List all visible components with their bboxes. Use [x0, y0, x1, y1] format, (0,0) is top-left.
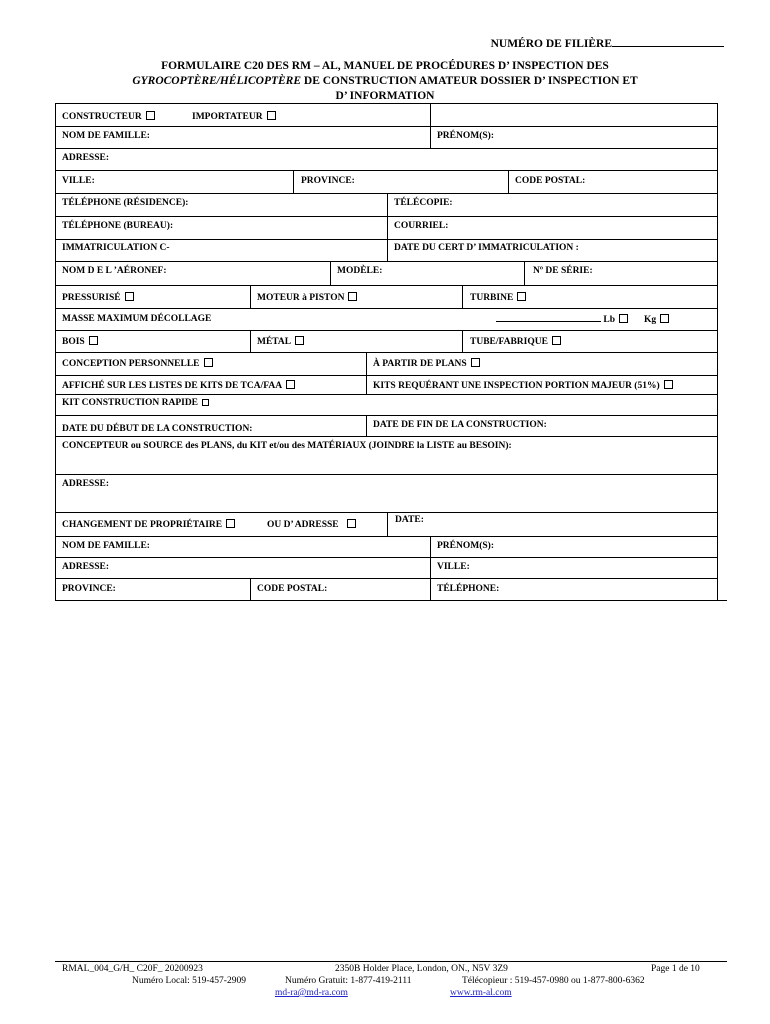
fast-build-kit-label: KIT CONSTRUCTION RAPIDE — [62, 398, 199, 408]
registration-label: IMMATRICULATION C- — [62, 243, 170, 253]
construction-end-label: DATE DE FIN DE LA CONSTRUCTION: — [373, 420, 547, 430]
turbine-option[interactable] — [470, 292, 526, 303]
own-design-label: CONCEPTION PERSONNELLE — [62, 359, 200, 369]
builder-checkbox[interactable] — [146, 111, 155, 120]
new-telephone-label: TÉLÉPHONE: — [437, 584, 500, 594]
tube-fabric-checkbox[interactable] — [552, 336, 561, 345]
pressurized-checkbox[interactable] — [125, 292, 134, 301]
serial-number-label: Nº DE SÉRIE: — [533, 266, 593, 276]
lb-label: Lb — [603, 315, 615, 325]
local-number: Numéro Local: 519-457-2909 — [132, 976, 246, 986]
first-name-label: PRÉNOM(S): — [437, 131, 494, 141]
file-number-blank[interactable] — [612, 46, 724, 47]
turbine-checkbox[interactable] — [517, 292, 526, 301]
own-design-checkbox[interactable] — [204, 358, 213, 367]
file-number-label: NUMÉRO DE FILIÈRE — [490, 38, 612, 50]
designer-address-label: ADRESSE: — [62, 479, 109, 489]
major-portion-kit-option[interactable] — [373, 380, 673, 391]
wood-label: BOIS — [62, 337, 85, 347]
title-line-3: D’ INFORMATION — [335, 90, 435, 102]
listed-kit-checkbox[interactable] — [286, 380, 295, 389]
home-phone-label: TÉLÉPHONE (RÉSIDENCE): — [62, 198, 189, 208]
title-line-1: FORMULAIRE C20 DES RM – AL, MANUEL DE PROCÉDURES D’ INSPECTION DES — [161, 60, 609, 72]
major-portion-kit-checkbox[interactable] — [664, 380, 673, 389]
file-number-field[interactable] — [491, 38, 724, 50]
new-first-name-label: PRÉNOM(S): — [437, 541, 494, 551]
lb-checkbox[interactable] — [619, 314, 628, 323]
address-label: ADRESSE: — [62, 153, 109, 163]
address-change-label: OU D’ ADRESSE — [267, 520, 339, 530]
email-link[interactable]: md-ra@md-ra.com — [275, 988, 348, 998]
metal-label: MÉTAL — [257, 337, 292, 347]
metal-option[interactable] — [257, 336, 304, 347]
major-portion-kit-label: KITS REQUÉRANT UNE INSPECTION PORTION MAJEUR (51%) — [373, 381, 660, 391]
max-takeoff-weight-label: MASSE MAXIMUM DÉCOLLAGE — [62, 314, 212, 324]
new-city-label: VILLE: — [437, 562, 470, 572]
address-change-option[interactable] — [267, 519, 356, 530]
title-aircraft-type: GYROCOPTÈRE/HÉLICOPTÈRE — [132, 75, 302, 87]
owner-change-option[interactable] — [62, 519, 235, 530]
doc-code: RMAL_004_G/H_ C20F_ 20200923 — [62, 964, 203, 974]
owner-change-checkbox[interactable] — [226, 519, 235, 528]
pressurized-option[interactable] — [62, 292, 134, 303]
piston-engine-checkbox[interactable] — [348, 292, 357, 301]
weight-field[interactable] — [496, 314, 669, 325]
title-line-2-rest: DE CONSTRUCTION AMATEUR DOSSIER D’ INSPECTION ET — [301, 75, 638, 87]
importer-checkbox[interactable] — [267, 111, 276, 120]
wood-checkbox[interactable] — [89, 336, 98, 345]
model-label: MODÈLE: — [337, 266, 383, 276]
from-plans-checkbox[interactable] — [471, 358, 480, 367]
address-change-checkbox[interactable] — [347, 519, 356, 528]
owner-change-label: CHANGEMENT DE PROPRIÉTAIRE — [62, 520, 223, 530]
from-plans-option[interactable] — [373, 358, 480, 369]
pressurized-label: PRESSURISÉ — [62, 293, 121, 303]
registration-cert-date-label: DATE DU CERT D’ IMMATRICULATION : — [394, 243, 579, 253]
fax-number: Télécopieur : 519-457-0980 ou 1-877-800-6362 — [462, 976, 645, 986]
fax-label: TÉLÉCOPIE: — [394, 198, 453, 208]
website-link[interactable]: www.rm-al.com — [450, 988, 512, 998]
aircraft-name-label: NOM D E L ’AÉRONEF: — [62, 266, 167, 276]
kg-checkbox[interactable] — [660, 314, 669, 323]
designer-source-label: CONCEPTEUR ou SOURCE des PLANS, du KIT et/ou des MATÉRIAUX (JOINDRE la LISTE au BESOIN): — [62, 441, 512, 451]
title-line-2 — [0, 74, 770, 89]
province-label: PROVINCE: — [301, 176, 355, 186]
new-postal-code-label: CODE POSTAL: — [257, 584, 328, 594]
new-province-label: PROVINCE: — [62, 584, 116, 594]
listed-kit-label: AFFICHÉ SUR LES LISTES DE KITS DE TCA/FAA — [62, 381, 283, 391]
change-date-label: DATE: — [395, 515, 424, 525]
builder-label: CONSTRUCTEUR — [62, 112, 142, 122]
builder-option[interactable] — [62, 111, 155, 122]
piston-engine-option[interactable] — [257, 292, 357, 303]
from-plans-label: À PARTIR DE PLANS — [373, 359, 467, 369]
weight-blank[interactable] — [496, 321, 601, 322]
footer-address: 2350B Holder Place, London, ON., N5V 3Z9 — [335, 964, 508, 974]
email-label: COURRIEL: — [394, 221, 449, 231]
metal-checkbox[interactable] — [295, 336, 304, 345]
construction-start-label: DATE DU DÉBUT DE LA CONSTRUCTION: — [62, 424, 253, 434]
listed-kit-option[interactable] — [62, 380, 295, 391]
kg-label: Kg — [644, 315, 657, 325]
turbine-label: TURBINE — [470, 293, 514, 303]
wood-option[interactable] — [62, 336, 98, 347]
city-label: VILLE: — [62, 176, 95, 186]
importer-option[interactable] — [192, 111, 276, 122]
tube-fabric-label: TUBE/FABRIQUE — [470, 337, 548, 347]
own-design-option[interactable] — [62, 358, 213, 369]
office-phone-label: TÉLÉPHONE (BUREAU): — [62, 221, 174, 231]
footer-rule — [55, 961, 727, 962]
last-name-label: NOM DE FAMILLE: — [62, 131, 150, 141]
postal-code-label: CODE POSTAL: — [515, 176, 586, 186]
fast-build-kit-option[interactable] — [62, 398, 209, 408]
fast-build-kit-checkbox[interactable] — [202, 399, 209, 406]
toll-free-number: Numéro Gratuit: 1-877-419-2111 — [285, 976, 412, 986]
page-number: Page 1 de 10 — [651, 964, 700, 974]
importer-label: IMPORTATEUR — [192, 112, 263, 122]
tube-fabric-option[interactable] — [470, 336, 561, 347]
piston-engine-label: MOTEUR à PISTON — [257, 293, 345, 303]
new-last-name-label: NOM DE FAMILLE: — [62, 541, 150, 551]
new-address-label: ADRESSE: — [62, 562, 109, 572]
